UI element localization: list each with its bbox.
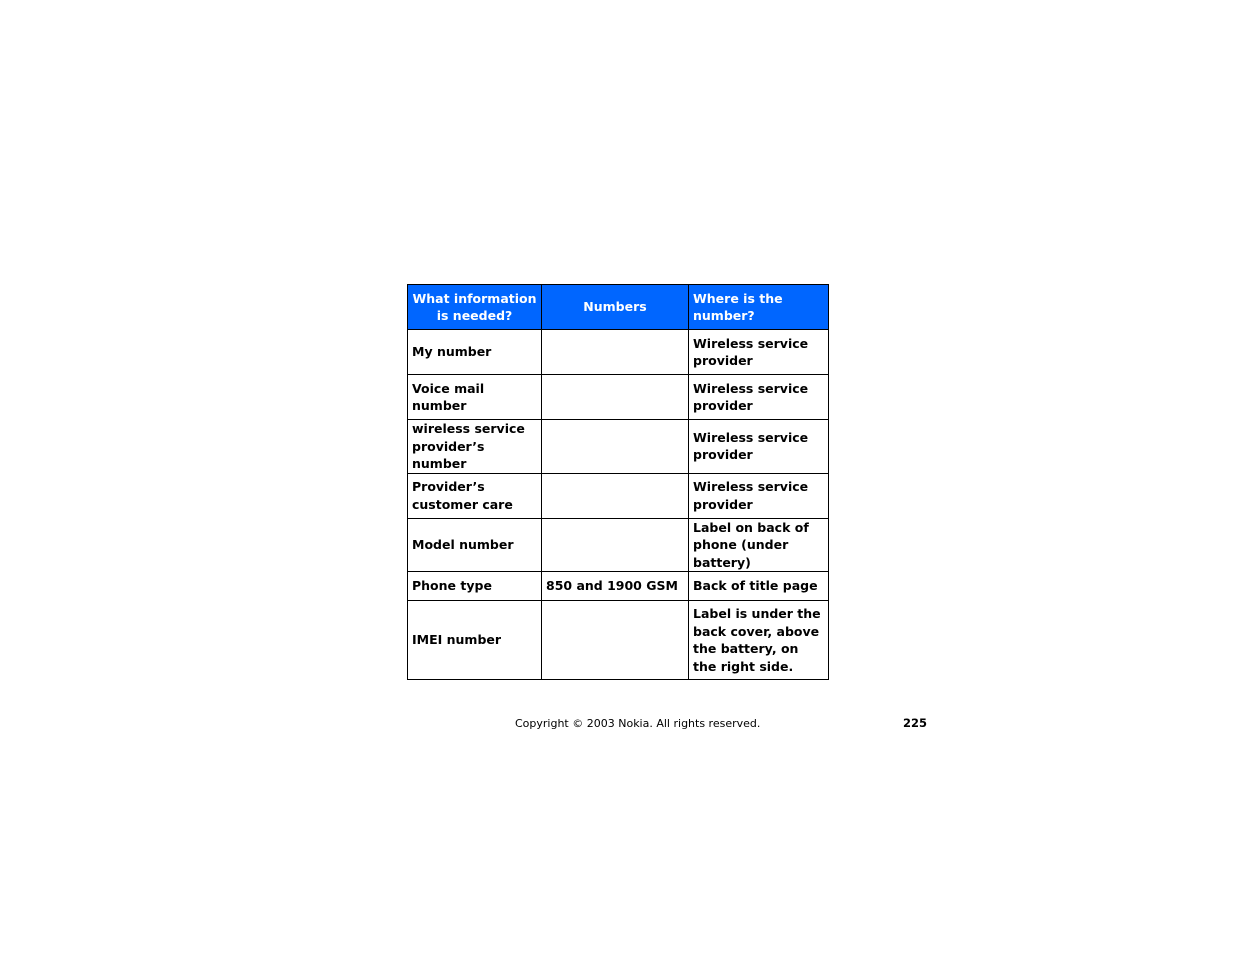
table-row — [408, 572, 829, 601]
cell-number — [542, 330, 689, 375]
header-numbers: Numbers — [542, 285, 689, 330]
cell-info: wireless service provider’s number — [408, 420, 542, 474]
page-number: 225 — [903, 716, 928, 730]
cell-number — [542, 601, 689, 680]
cell-number — [542, 518, 689, 572]
cell-info: Voice mail number — [408, 375, 542, 420]
cell-info: IMEI number — [408, 601, 542, 680]
cell-info: My number — [408, 330, 542, 375]
header-info-needed: What information is needed? — [408, 285, 542, 330]
header-where: Where is the number? — [689, 285, 829, 330]
cell-where: Label is under the back cover, above the battery, on the right side. — [689, 601, 829, 680]
cell-number: 850 and 1900 GSM — [542, 572, 689, 601]
table-row — [408, 330, 829, 375]
cell-where: Wireless service provider — [689, 473, 829, 518]
cell-where: Label on back of phone (under battery) — [689, 518, 829, 572]
cell-number — [542, 375, 689, 420]
table-row — [408, 518, 829, 572]
table-row — [408, 601, 829, 680]
cell-where: Wireless service provider — [689, 420, 829, 474]
cell-info: Provider’s customer care — [408, 473, 542, 518]
cell-where: Back of title page — [689, 572, 829, 601]
table-row — [408, 420, 829, 474]
table-row — [408, 375, 829, 420]
cell-info: Model number — [408, 518, 542, 572]
cell-number — [542, 420, 689, 474]
cell-number — [542, 473, 689, 518]
copyright-notice: Copyright © 2003 Nokia. All rights reserved. — [515, 717, 761, 730]
cell-where: Wireless service provider — [689, 330, 829, 375]
phone-info-table — [407, 284, 829, 680]
table-header-row — [408, 285, 829, 330]
cell-info: Phone type — [408, 572, 542, 601]
table-row — [408, 473, 829, 518]
cell-where: Wireless service provider — [689, 375, 829, 420]
